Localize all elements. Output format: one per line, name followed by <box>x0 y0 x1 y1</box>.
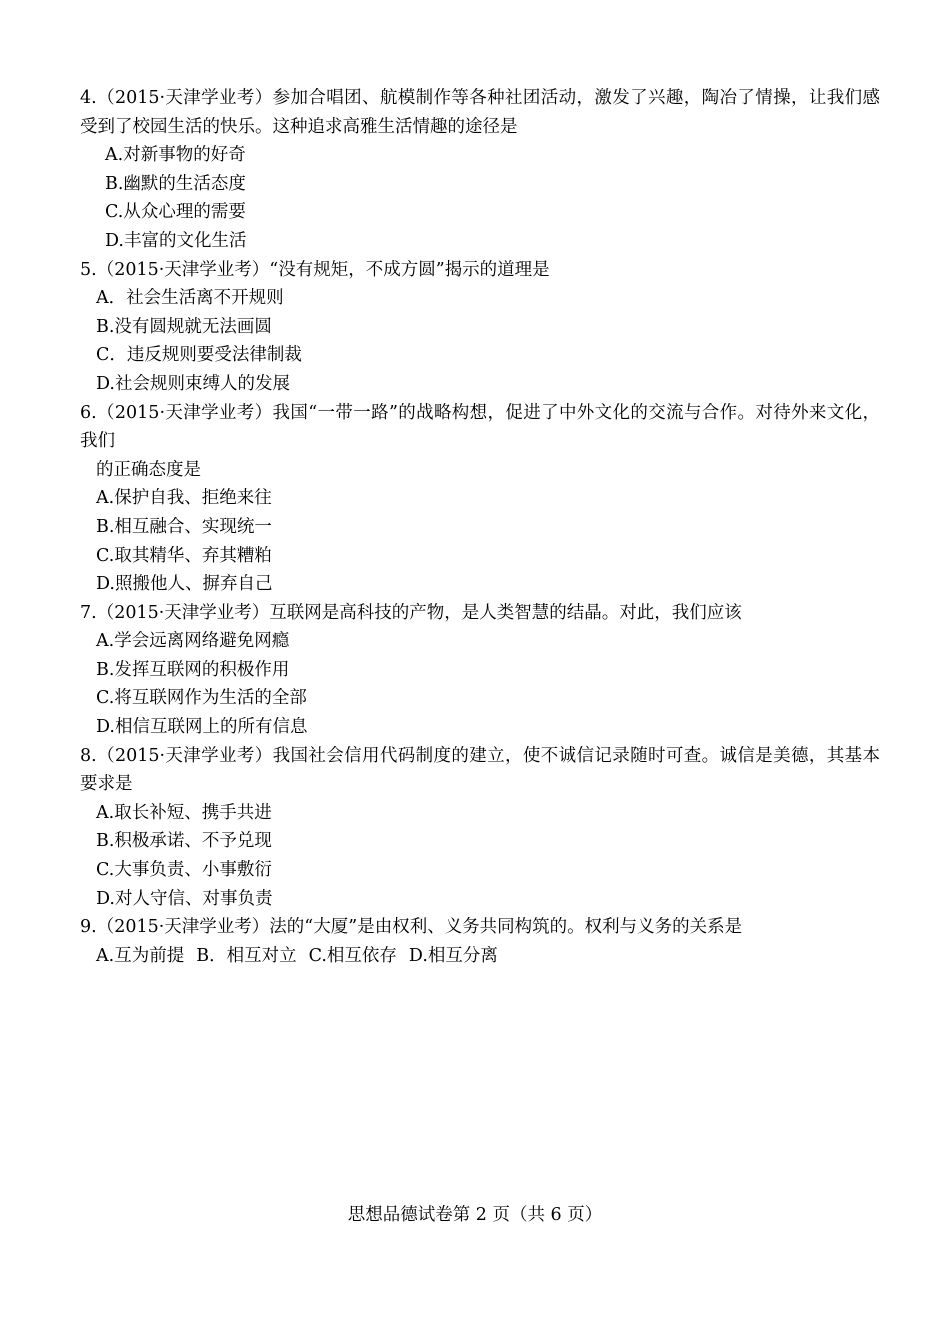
option-a: A．社会生活离不开规则 <box>96 288 284 309</box>
option-a: A.学会远离网络避免网瘾 <box>96 631 290 652</box>
question-stem-continued: 的正确态度是 <box>96 459 201 480</box>
question-stem: 9.（2015·天津学业考）法的“大厦”是由权利、义务共同构筑的。权利与义务的关系是 <box>80 917 743 938</box>
option-d: D.社会规则束缚人的发展 <box>96 373 290 394</box>
option-c: C.相互依存 <box>308 945 397 966</box>
question-7 <box>80 599 880 742</box>
question-4 <box>80 84 880 256</box>
option-b: B.相互融合、实现统一 <box>96 516 272 537</box>
question-stem: 8.（2015·天津学业考）我国社会信用代码制度的建立，使不诚信记录随时可查。诚信是美德，其基本要求是 <box>80 745 880 795</box>
question-5 <box>80 256 880 399</box>
option-c: C.大事负责、小事敷衍 <box>96 860 272 881</box>
option-a: A.保护自我、拒绝来往 <box>96 488 272 509</box>
option-d: D.对人守信、对事负责 <box>96 888 273 909</box>
option-c: C.从众心理的需要 <box>105 202 246 223</box>
option-a: A.对新事物的好奇 <box>105 145 246 166</box>
question-stem: 4.（2015·天津学业考）参加合唱团、航模制作等各种社团活动，激发了兴趣，陶冶了情操，让我们感受到了校园生活的快乐。这种追求高雅生活情趣的途径是 <box>80 88 880 137</box>
option-b: B.没有圆规就无法画圆 <box>96 316 272 337</box>
option-a: A.互为前提 <box>96 945 185 966</box>
option-d: D.相互分离 <box>408 945 498 966</box>
option-b: B．相互对立 <box>196 945 297 966</box>
option-c: C．违反规则要受法律制裁 <box>96 345 302 366</box>
question-stem: 5.（2015·天津学业考）“没有规矩，不成方圆”揭示的道理是 <box>80 259 550 280</box>
option-d: D.丰富的文化生活 <box>105 230 247 251</box>
option-b: B.积极承诺、不予兑现 <box>96 831 272 852</box>
question-list <box>80 84 880 970</box>
question-9 <box>80 913 880 970</box>
inline-options <box>80 942 880 971</box>
question-6 <box>80 399 880 599</box>
option-d: D.相信互联网上的所有信息 <box>96 717 308 738</box>
option-c: C.取其精华、弃其糟粕 <box>96 545 272 566</box>
question-stem: 6.（2015·天津学业考）我国“一带一路”的战略构想，促进了中外文化的交流与合作。对待外来文化，我们 <box>80 402 880 452</box>
option-b: B.幽默的生活态度 <box>105 173 246 194</box>
page-footer: 思想品德试卷第 2 页（共 6 页） <box>347 1205 603 1225</box>
option-a: A.取长补短、携手共进 <box>96 802 272 823</box>
option-d: D.照搬他人、摒弃自己 <box>96 574 273 595</box>
question-8 <box>80 742 880 914</box>
option-c: C.将互联网作为生活的全部 <box>96 688 307 709</box>
option-b: B.发挥互联网的积极作用 <box>96 659 290 680</box>
question-stem: 7.（2015·天津学业考）互联网是高科技的产物，是人类智慧的结晶。对此，我们应该 <box>80 602 742 623</box>
